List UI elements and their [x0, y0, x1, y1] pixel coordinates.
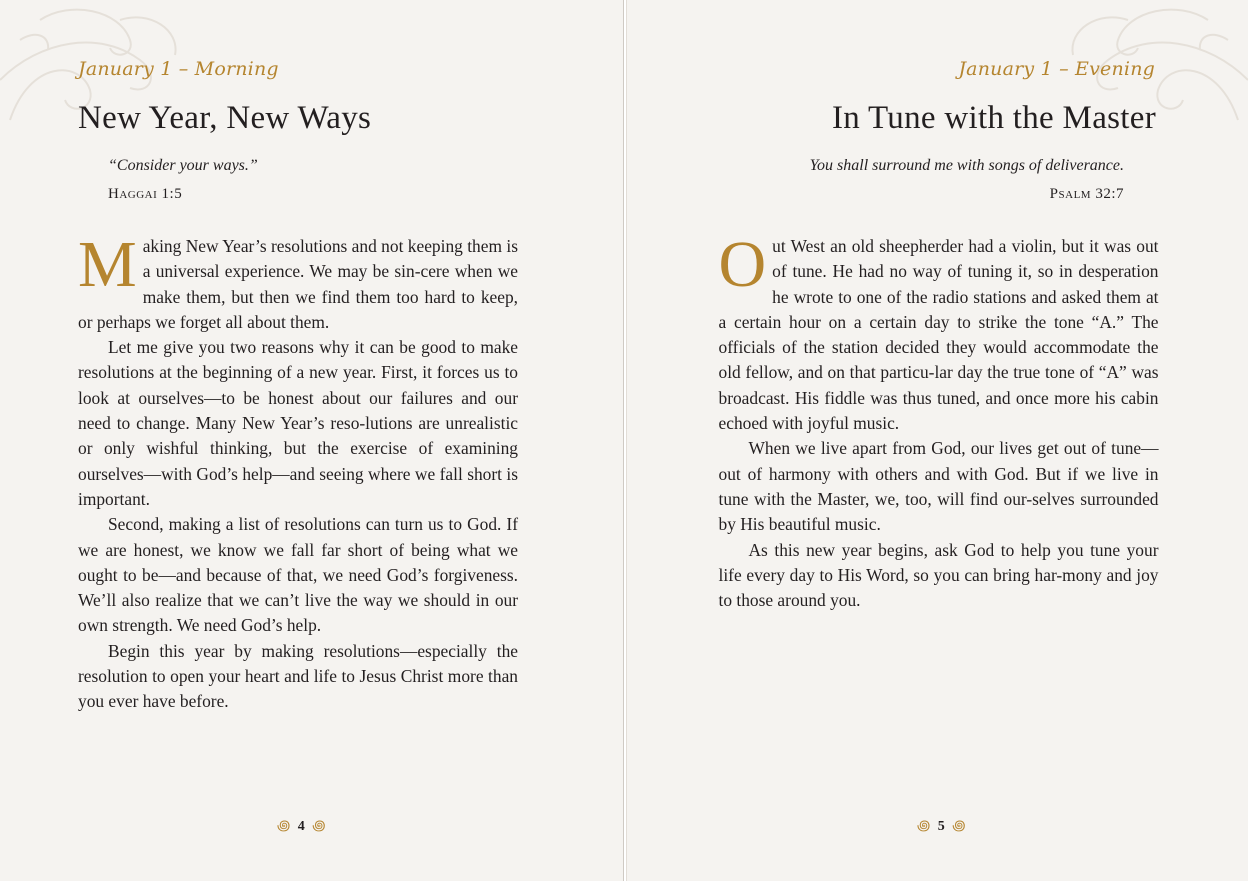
body-paragraph: Making New Year’s resolutions and not keeping them is a universal experience. We may be sin-cere when we make them, but then we find them too hard to keep, or perhaps we forget all about them. [78, 228, 518, 332]
date-heading: January 1 – Evening [958, 58, 1155, 80]
scripture-verse: “Consider your ways.” [108, 157, 258, 174]
scripture-reference: Psalm 32:7 [1049, 186, 1124, 202]
swirl-ornament-icon: ꩜ [916, 819, 931, 834]
date-heading: January 1 – Morning [78, 58, 279, 80]
devotional-body [718, 228, 1159, 613]
body-paragraph: As this new year begins, ask God to help you tune your life every day to His Word, so you can bring har-mony and joy to those around you. [718, 539, 1159, 611]
swirl-ornament-icon: ꩜ [312, 819, 326, 834]
page-footer [0, 814, 613, 835]
page-number: 5 [937, 819, 945, 834]
body-paragraph: Second, making a list of resolutions can turn us to God. If we are honest, we know we fall far short of being what we ought to be—and because of that, we need God’s forgiveness. We’ll also realize that we can’t live the way we should in our own strength. We need God’s help. [78, 514, 518, 636]
body-paragraph: Begin this year by making resolutions—especially the resolution to open your heart and life to Jesus Christ more than you ever have before. [78, 640, 518, 712]
body-paragraph: Let me give you two reasons why it can be good to make resolutions at the beginning of a new year. First, it forces us to look at ourselves—to be honest about our failures and our need to change. Many New Year’s reso-lutions are unrealistic or only wishful thinking, but the exercise of examining ourselves—with God’s help—and seeing where we fall short is important. [78, 337, 518, 509]
devotional-body [78, 228, 518, 715]
scripture-reference: Haggai 1:5 [108, 186, 183, 202]
page-footer [631, 814, 1248, 835]
swirl-ornament-icon: ꩜ [952, 819, 966, 834]
drop-cap: O [718, 228, 767, 301]
right-page [626, 0, 1248, 881]
page-title: In Tune with the Master [831, 100, 1156, 136]
body-paragraph: Out West an old sheepherder had a violin, but it was out of tune. He had no way of tuning it, so in desperation he wrote to one of the radio stations and asked them at a certain hour on a certain day to strike the tone “A.” The officials of the station decided they would accommodate the old fellow, and on that particu-lar day the true tone of “A” was broadcast. His fiddle was thus tuned, and once more his cabin echoed with joyful music. [718, 228, 1159, 434]
page-number: 4 [297, 819, 305, 834]
drop-cap: M [78, 228, 137, 301]
body-paragraph: When we live apart from God, our lives get out of tune—out of harmony with others and with God. But if we live in tune with the Master, we, too, will find our-selves surrounded by His beautiful music. [718, 438, 1159, 535]
scripture-verse: You shall surround me with songs of deliverance. [809, 157, 1124, 174]
page-title: New Year, New Ways [78, 100, 372, 136]
swirl-ornament-icon: ꩜ [276, 819, 291, 834]
